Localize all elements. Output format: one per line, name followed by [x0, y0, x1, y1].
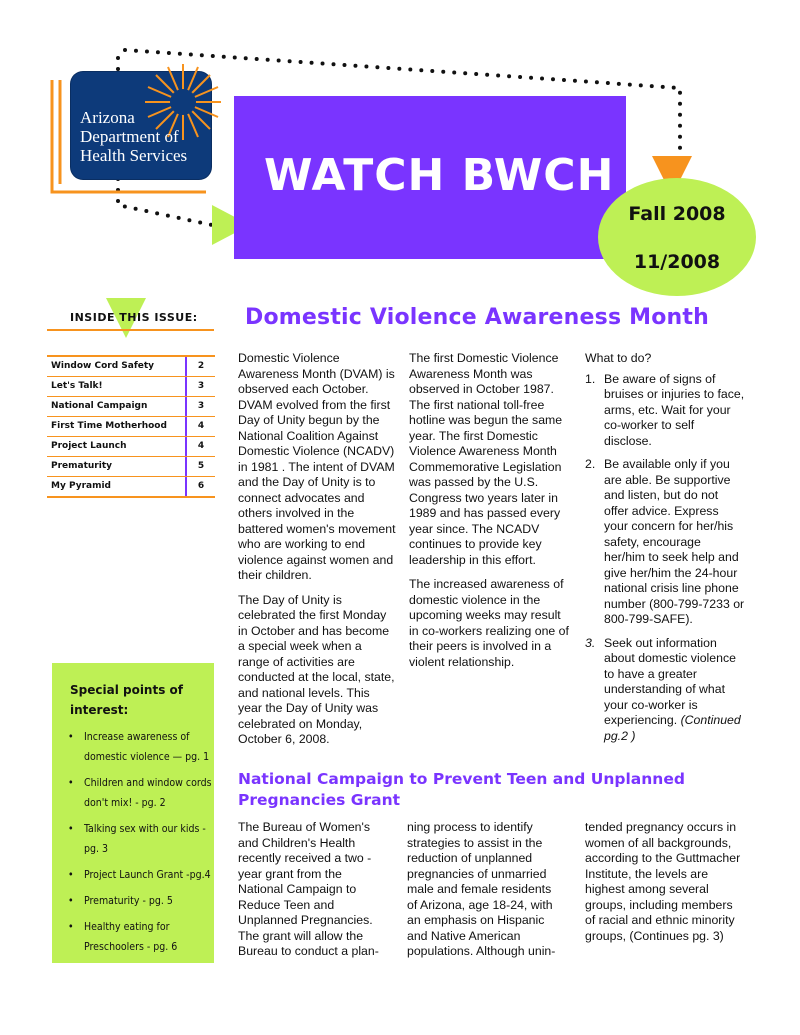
toc-item-page: 6 [197, 481, 205, 491]
inside-issue-heading: INSIDE THIS ISSUE: [70, 311, 198, 324]
special-points-list [66, 727, 212, 963]
list-item: • Prematurity - pg. 5 [66, 891, 212, 911]
paragraph: The first Domestic Violence Awareness Month was observed in October 1987. The first national toll-free hotline was begun the same year. The first Domestic Violence Awareness Month Commemorative Legislation was passed by the U.S. Congress two years later in 1989 and has passed every year since. The NCADV continues to provide key leadership in this effort. [409, 351, 563, 567]
article2-column-3: tended pregnancy occurs in women of all backgrounds, according to the Guttmacher Institute, the levels are highest among several groups, including members of racial and ethnic minority groups, (Continues pg. 3) [585, 820, 741, 943]
article-column-2 [409, 351, 569, 679]
toc-item[interactable] [47, 457, 215, 477]
toc-item[interactable] [47, 377, 215, 397]
toc-item[interactable] [47, 397, 215, 417]
steps-list [585, 372, 745, 745]
what-to-do-heading: What to do? [585, 351, 652, 365]
toc-item[interactable] [47, 417, 215, 437]
logo-line-3: Health Services [80, 146, 188, 165]
toc-item-label: My Pyramid [47, 477, 187, 496]
list-item: • Healthy eating for Preschoolers - pg. 6 [66, 917, 212, 957]
article2-column-1: The Bureau of Women's and Children's Health recently received a two - year grant from the National Campaign to Reduce Teen and Unplanned Pregnancies. The grant will allow the Bureau to conduct a plan- [238, 820, 379, 958]
logo-line-1: Arizona [80, 108, 135, 127]
step-text: Seek out information about domestic violence to have a greater understanding of what your co-worker is experiencing. [604, 635, 736, 727]
toc-item-label: National Campaign [47, 397, 187, 416]
issue-date: 11/2008 [633, 251, 721, 273]
list-item: • Talking sex with our kids - pg. 3 [66, 819, 212, 859]
toc-item-page: 2 [197, 361, 205, 371]
list-item [585, 457, 745, 628]
toc-item-label: Project Launch [47, 437, 187, 456]
toc-item[interactable] [47, 477, 215, 496]
paragraph: Domestic Violence Awareness Month (DVAM) is observed each October. DVAM evolved from the first Day of Unity begun by the National Coalition Against Domestic Violence (NCADV) in 1981 . The intent of DVAM and the Day of Unity is to connect advocates and others involved in the battered women's movement who are working to end violence against women and their children. [238, 351, 396, 582]
article-column-3 [585, 351, 745, 752]
step-number: 2. [585, 457, 596, 471]
toc-item-page: 4 [197, 441, 205, 451]
step-text: Be aware of signs of bruises or injuries to face, arms, etc. Wait for your co-worker to self disclose. [604, 371, 745, 448]
newsletter-title: WATCH BWCH [264, 150, 615, 201]
toc-item-page: 3 [197, 401, 205, 411]
toc-item-page: 5 [197, 461, 205, 471]
article-headline: Domestic Violence Awareness Month [245, 305, 709, 330]
toc-item-label: Prematurity [47, 457, 187, 476]
step-text: Be available only if you are able. Be supportive and listen, but do not offer advice. Express your concern for her/his safety, encourage her/him to seek help and give her/him the 24-hour national crisis line phone number (800-799-7233 or 800-799-SAFE). [604, 457, 745, 626]
toc-item-page: 3 [197, 381, 205, 391]
season-badge [598, 178, 756, 296]
list-item [585, 372, 745, 450]
continued-link[interactable]: (Continued pg.2 ) [604, 713, 741, 743]
toc-item-label: First Time Motherhood [47, 417, 187, 436]
step-number: 3. [585, 635, 596, 650]
article-headline-2: National Campaign to Prevent Teen and Unplanned Pregnancies Grant [238, 770, 685, 809]
table-of-contents [47, 355, 215, 498]
toc-item[interactable] [47, 357, 215, 377]
logo-line-2: Department of [80, 127, 179, 146]
list-item: • Project Launch Grant -pg.4 [66, 865, 212, 885]
logo-text [80, 108, 187, 165]
paragraph: The Day of Unity is celebrated the first Monday in October and has become a special week when a range of activities are conducted at the local, state, and national levels. This year the Day of Unity was celebrated on Monday, October 6, 2008. [238, 592, 395, 746]
special-points-title: Special points of interest: [70, 683, 183, 717]
article-column-1 [238, 351, 396, 757]
article2-column-2: ning process to identify strategies to assist in the reduction of unplanned pregnancies of unmarried male and female residents of Arizona, age 18-24, with an emphasis on Hispanic and Native American populations. Although unin- [407, 820, 556, 958]
list-item [585, 636, 745, 745]
paragraph: The increased awareness of domestic violence in the upcoming weeks may result in co-workers realizing one of their peers is involved in a violent relationship. [409, 577, 569, 669]
list-item: • Children and window cords don't mix! - pg. 2 [66, 773, 212, 813]
season-label: Fall 2008 [628, 203, 726, 225]
toc-item[interactable] [47, 437, 215, 457]
step-number: 1. [585, 371, 596, 386]
toc-item-label: Let's Talk! [47, 377, 187, 396]
toc-item-label: Window Cord Safety [47, 357, 187, 376]
toc-item-page: 4 [197, 421, 205, 431]
list-item: • Increase awareness of domestic violence — pg. 1 [66, 727, 212, 767]
